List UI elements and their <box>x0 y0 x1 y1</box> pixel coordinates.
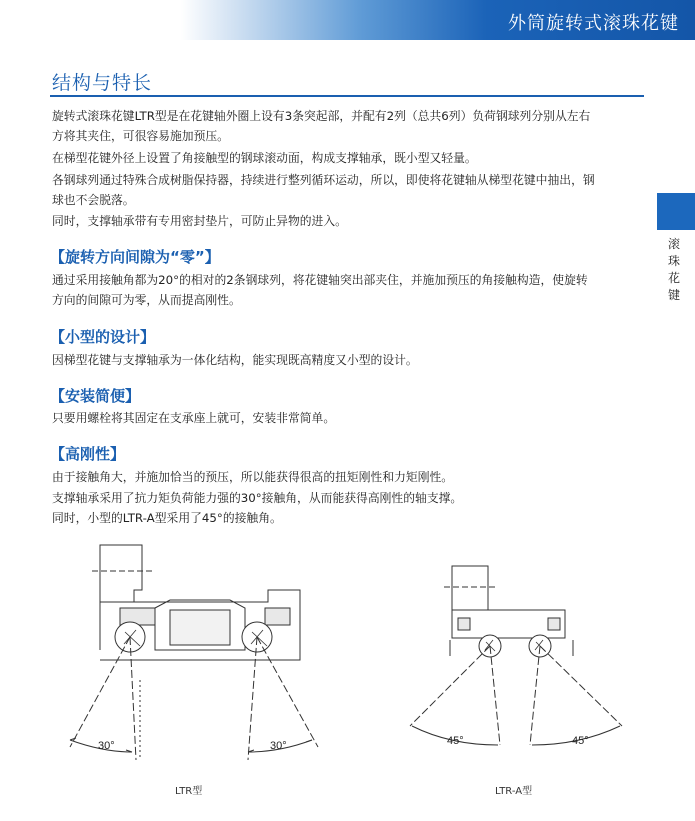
ltr-a-diagram <box>410 566 622 745</box>
ltr-a-angle-right: 45° <box>572 735 589 747</box>
intro-line: 球也不会脱落。 <box>52 193 135 207</box>
bearing-diagrams <box>0 530 695 817</box>
feature-heading-zero-clearance: 【旋转方向间隙为“零”】 <box>50 248 220 266</box>
section-divider <box>50 95 644 97</box>
feature-heading-high-rigidity: 【高刚性】 <box>50 445 126 463</box>
feature-text: 由于接触角大，并施加恰当的预压，所以能获得很高的扭矩刚性和力矩刚性。 <box>52 470 454 484</box>
intro-line: 同时，支撑轴承带有专用密封垫片，可防止异物的进入。 <box>52 214 347 228</box>
feature-text: 只要用螺栓将其固定在支承座上就可，安装非常简单。 <box>52 411 336 425</box>
intro-line: 方将其夹住，可很容易施加预压。 <box>52 129 229 143</box>
feature-heading-easy-install: 【安装简便】 <box>50 387 141 405</box>
feature-text: 方向的间隙可为零，从而提高刚性。 <box>52 293 241 307</box>
ltr-diagram <box>70 545 318 760</box>
feature-text: 同时，小型的LTR-A型采用了45°的接触角。 <box>52 511 282 525</box>
ltr-a-caption: LTR-A型 <box>495 786 533 797</box>
feature-text: 支撑轴承采用了抗力矩负荷能力强的30°接触角，从而能获得高刚性的轴支撑。 <box>52 491 463 505</box>
feature-heading-compact: 【小型的设计】 <box>50 328 156 346</box>
section-title: 结构与特长 <box>52 72 153 94</box>
side-tab-label: 滚珠花键 <box>668 237 681 302</box>
ltr-angle-left: 30° <box>98 740 115 752</box>
ltr-caption: LTR型 <box>175 786 203 797</box>
page-header-title: 外筒旋转式滚珠花键 <box>508 13 679 34</box>
side-tab-marker <box>657 193 695 230</box>
ltr-angle-right: 30° <box>270 740 287 752</box>
ltr-a-angle-left: 45° <box>447 735 464 747</box>
feature-text: 因梯型花键与支撑轴承为一体化结构，能实现既高精度又小型的设计。 <box>52 353 418 367</box>
intro-line: 旋转式滚珠花键LTR型是在花键轴外圈上设有3条突起部，并配有2列（总共6列）负荷钢球列分别从左右 <box>52 109 591 123</box>
intro-line: 在梯型花键外径上设置了角接触型的钢球滚动面，构成支撑轴承，既小型又轻量。 <box>52 151 477 165</box>
feature-text: 通过采用接触角都为20°的相对的2条钢球列，将花键轴突出部夹住，并施加预压的角接触构造，使旋转 <box>52 273 588 287</box>
intro-line: 各钢球列通过特殊合成树脂保持器，持续进行整列循环运动，所以，即使将花键轴从梯型花键中抽出，钢 <box>52 173 595 187</box>
